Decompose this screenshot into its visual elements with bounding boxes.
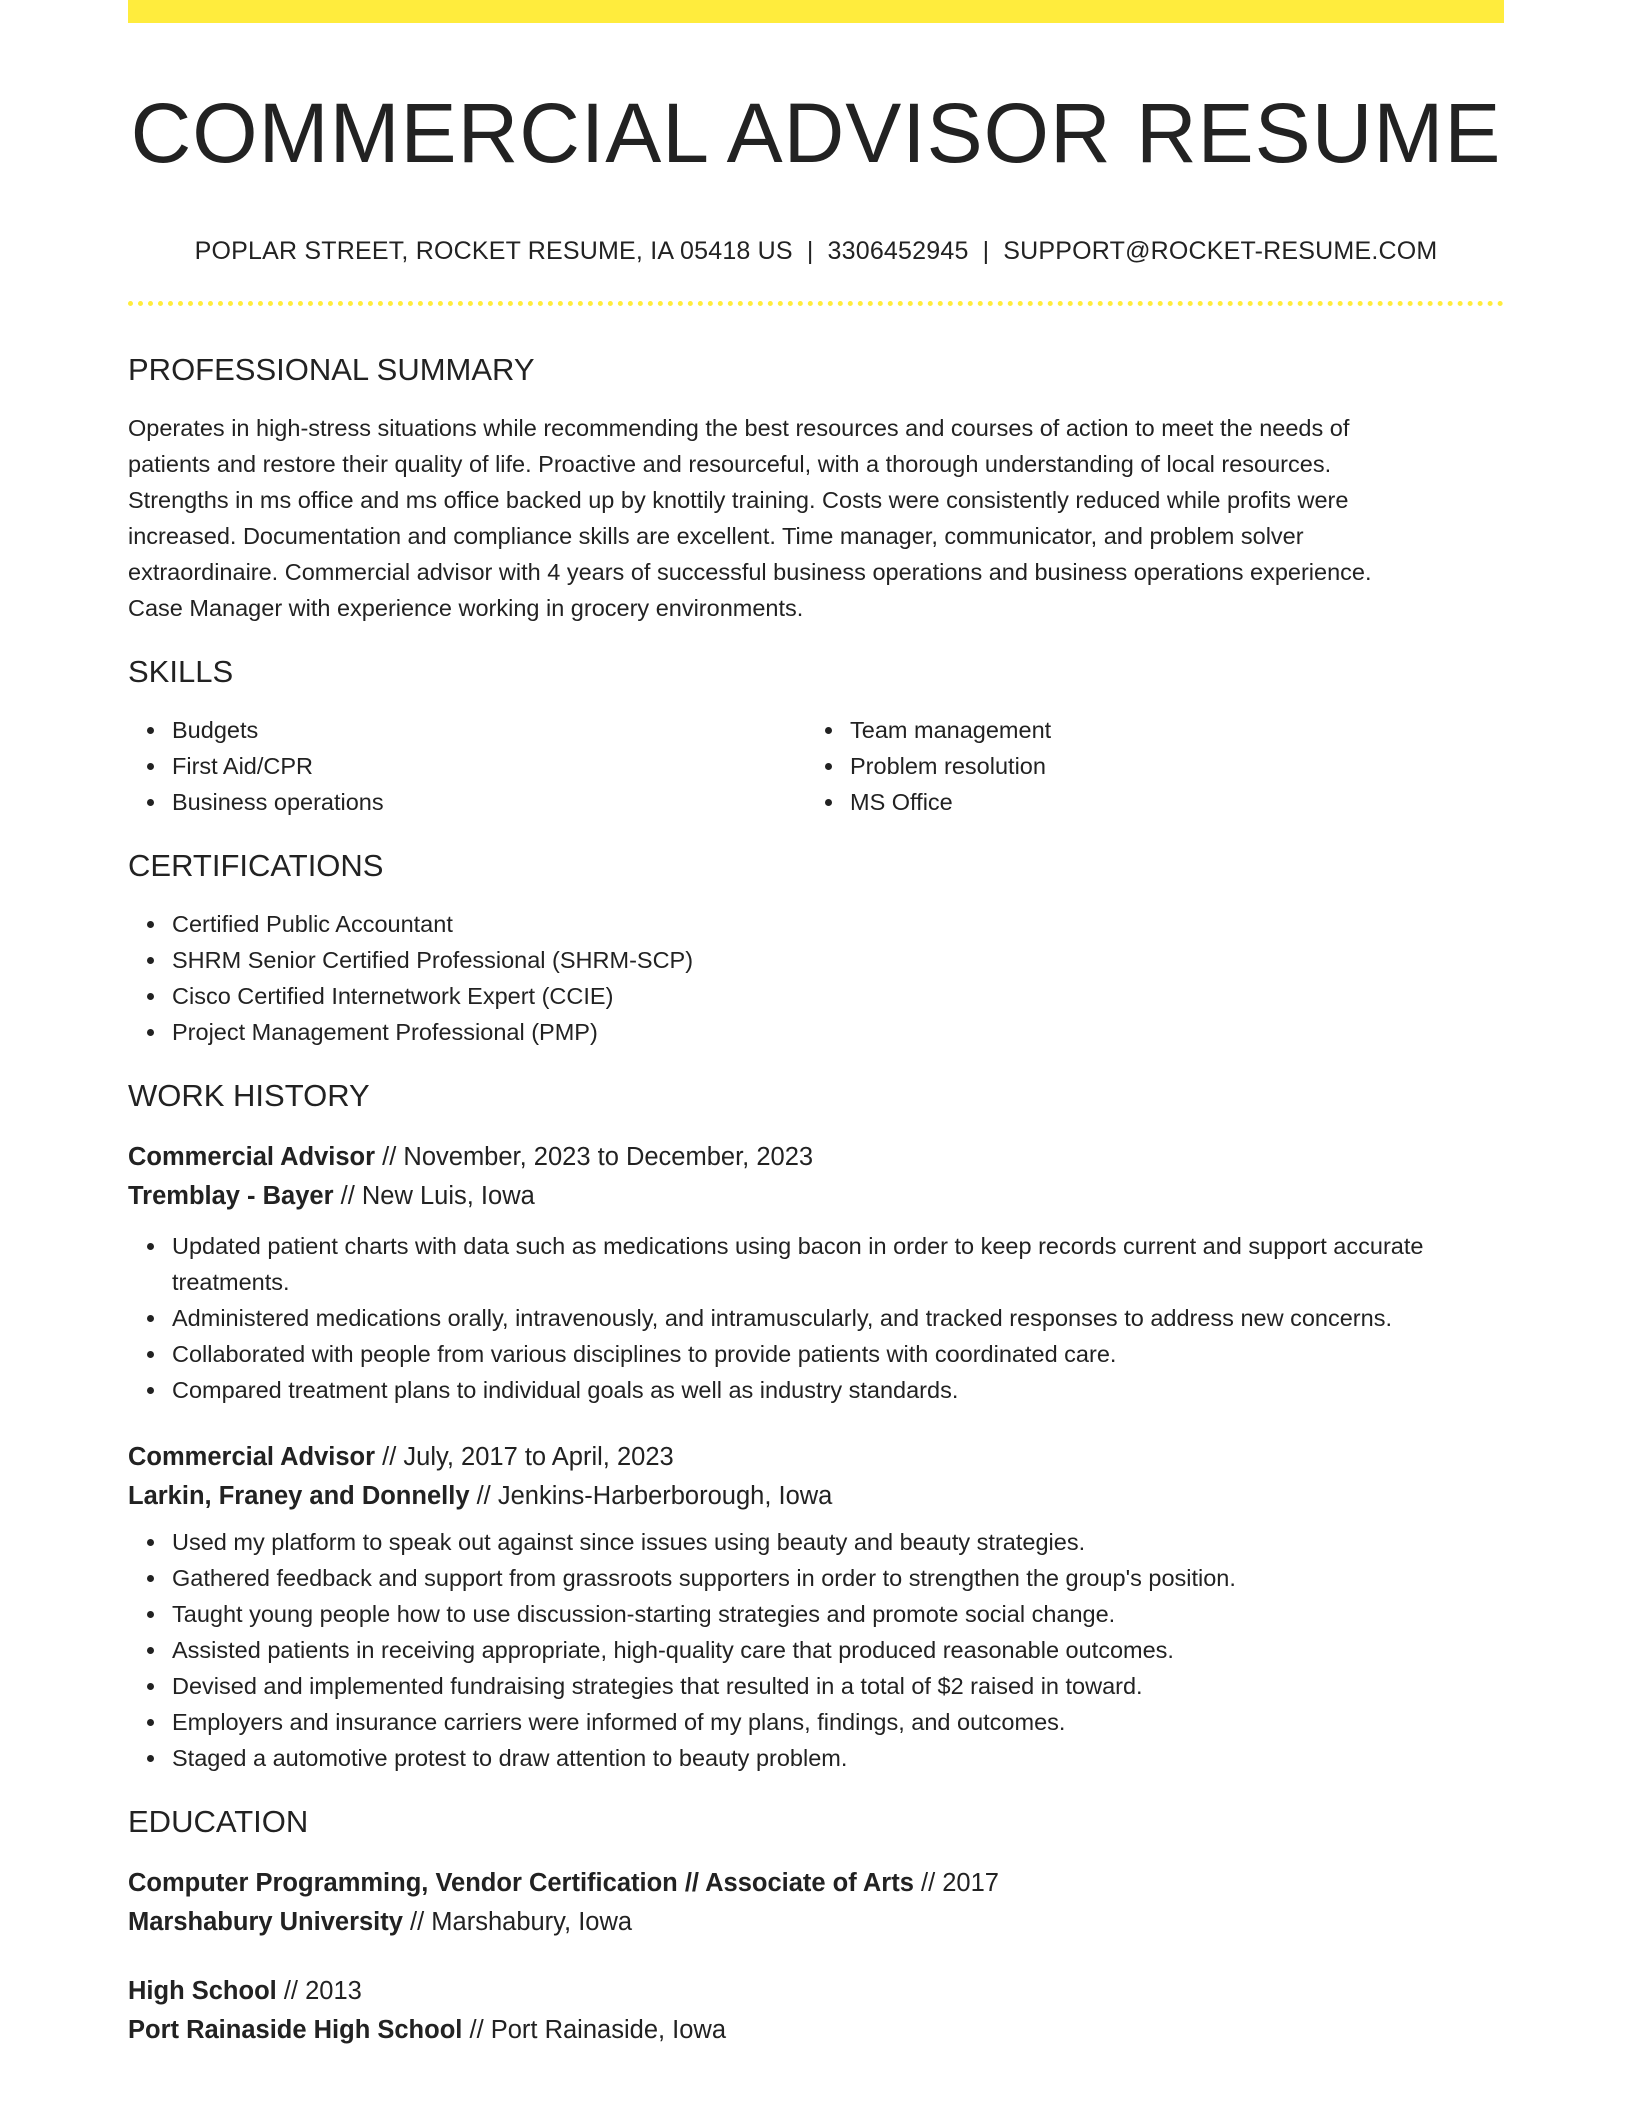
job-bullet: Employers and insurance carriers were informed of my plans, findings, and outcomes. [172, 1704, 1504, 1740]
summary-heading: PROFESSIONAL SUMMARY [128, 352, 535, 387]
education-school-line [128, 1903, 1504, 1942]
job-bullet: Gathered feedback and support from grassroots supporters in order to strengthen the group's position. [172, 1560, 1504, 1596]
certification-item: Cisco Certified Internetwork Expert (CCIE) [172, 978, 1504, 1014]
resume-page [128, 0, 1504, 2050]
skill-item: Business operations [172, 784, 806, 820]
job-entry [128, 1438, 1504, 1776]
job-employer-line [128, 1177, 1504, 1216]
summary-line: Case Manager with experience working in grocery environments. [128, 595, 804, 621]
contact-separator: | [982, 237, 990, 265]
summary-line: Operates in high-stress situations while recommending the best resources and courses of action to meet the needs of [128, 415, 1350, 441]
education-entry [128, 1864, 1504, 1942]
job-employer: Larkin, Franey and Donnelly [128, 1482, 470, 1510]
contact-separator: | [806, 237, 814, 265]
job-bullets [128, 1524, 1504, 1776]
education-year: // 2013 [283, 1977, 362, 2005]
job-employer-line [128, 1477, 1504, 1516]
summary-line: increased. Documentation and compliance skills are excellent. Time manager, communicator, and problem solver [128, 523, 1304, 549]
job-bullet: Staged a automotive protest to draw attention to beauty problem. [172, 1740, 1504, 1776]
skill-item: Team management [850, 712, 1484, 748]
job-title: Commercial Advisor [128, 1443, 376, 1471]
job-bullet: Compared treatment plans to individual goals as well as industry standards. [172, 1372, 1504, 1408]
accent-top-bar [128, 0, 1504, 23]
summary-line: patients and restore their quality of life. Proactive and resourceful, with a thorough understanding of local resources. [128, 451, 1332, 477]
job-bullet: Used my platform to speak out against since issues using beauty and beauty strategies. [172, 1524, 1504, 1560]
certifications-list [128, 906, 1504, 1050]
job-dates: // November, 2023 to December, 2023 [382, 1143, 814, 1171]
job-bullet: Administered medications orally, intravenously, and intramuscularly, and tracked responses to address new concerns. [172, 1300, 1504, 1336]
education-degree: High School [128, 1977, 277, 2005]
job-location: // New Luis, Iowa [340, 1182, 535, 1210]
dotted-divider [128, 301, 1504, 306]
education-degree-line [128, 1972, 1504, 2011]
education-degree-line [128, 1864, 1504, 1903]
job-bullet: Assisted patients in receiving appropriate, high-quality care that produced reasonable outcomes. [172, 1632, 1504, 1668]
summary-text [128, 410, 1504, 626]
job-title: Commercial Advisor [128, 1143, 376, 1171]
contact-phone[interactable]: 3306452945 [827, 237, 969, 265]
job-employer: Tremblay - Bayer [128, 1182, 334, 1210]
job-bullet: Devised and implemented fundraising strategies that resulted in a total of $2 raised in toward. [172, 1668, 1504, 1704]
skill-item: Budgets [172, 712, 806, 748]
certifications-heading: CERTIFICATIONS [128, 848, 384, 883]
education-location: // Port Rainaside, Iowa [469, 2016, 727, 2044]
certification-item: Certified Public Accountant [172, 906, 1504, 942]
job-bullet: Taught young people how to use discussion-starting strategies and promote social change. [172, 1596, 1504, 1632]
skill-item: First Aid/CPR [172, 748, 806, 784]
job-title-line [128, 1138, 1504, 1177]
education-year: // 2017 [921, 1869, 999, 1897]
certification-item: Project Management Professional (PMP) [172, 1014, 1504, 1050]
job-bullets [128, 1228, 1504, 1408]
education-school: Marshabury University [128, 1908, 403, 1936]
job-bullet: Collaborated with people from various disciplines to provide patients with coordinated care. [172, 1336, 1504, 1372]
skill-item: Problem resolution [850, 748, 1484, 784]
resume-title: COMMERCIAL ADVISOR RESUME [130, 86, 1502, 180]
skills-column-left [128, 712, 806, 820]
job-entry [128, 1138, 1504, 1408]
job-title-line [128, 1438, 1504, 1477]
education-heading: EDUCATION [128, 1804, 309, 1839]
education-location: // Marshabury, Iowa [410, 1908, 633, 1936]
job-bullet-text-cont: treatments. [172, 1269, 290, 1295]
skills-list [128, 712, 1504, 820]
job-location: // Jenkins-Harberborough, Iowa [476, 1482, 833, 1510]
education-school: Port Rainaside High School [128, 2016, 463, 2044]
certification-item: SHRM Senior Certified Professional (SHRM-SCP) [172, 942, 1504, 978]
job-dates: // July, 2017 to April, 2023 [382, 1443, 674, 1471]
contact-email[interactable]: SUPPORT@ROCKET-RESUME.COM [1003, 237, 1438, 265]
education-entry [128, 1972, 1504, 2050]
job-bullet [172, 1228, 1504, 1300]
skills-heading: SKILLS [128, 654, 234, 689]
education-school-line [128, 2011, 1504, 2050]
job-bullet-text: Updated patient charts with data such as medications using bacon in order to keep records current and support accurate [172, 1233, 1424, 1259]
contact-line [128, 235, 1504, 267]
summary-line: Strengths in ms office and ms office backed up by knottily training. Costs were consistently reduced while profits were [128, 487, 1349, 513]
education-degree: Computer Programming, Vendor Certification // Associate of Arts [128, 1869, 914, 1897]
summary-line: extraordinaire. Commercial advisor with 4 years of successful business operations and business operations experience. [128, 559, 1372, 585]
contact-address: POPLAR STREET, ROCKET RESUME, IA 05418 US [194, 237, 793, 265]
skill-item: MS Office [850, 784, 1484, 820]
work-history-heading: WORK HISTORY [128, 1078, 370, 1113]
skills-column-right [806, 712, 1484, 820]
